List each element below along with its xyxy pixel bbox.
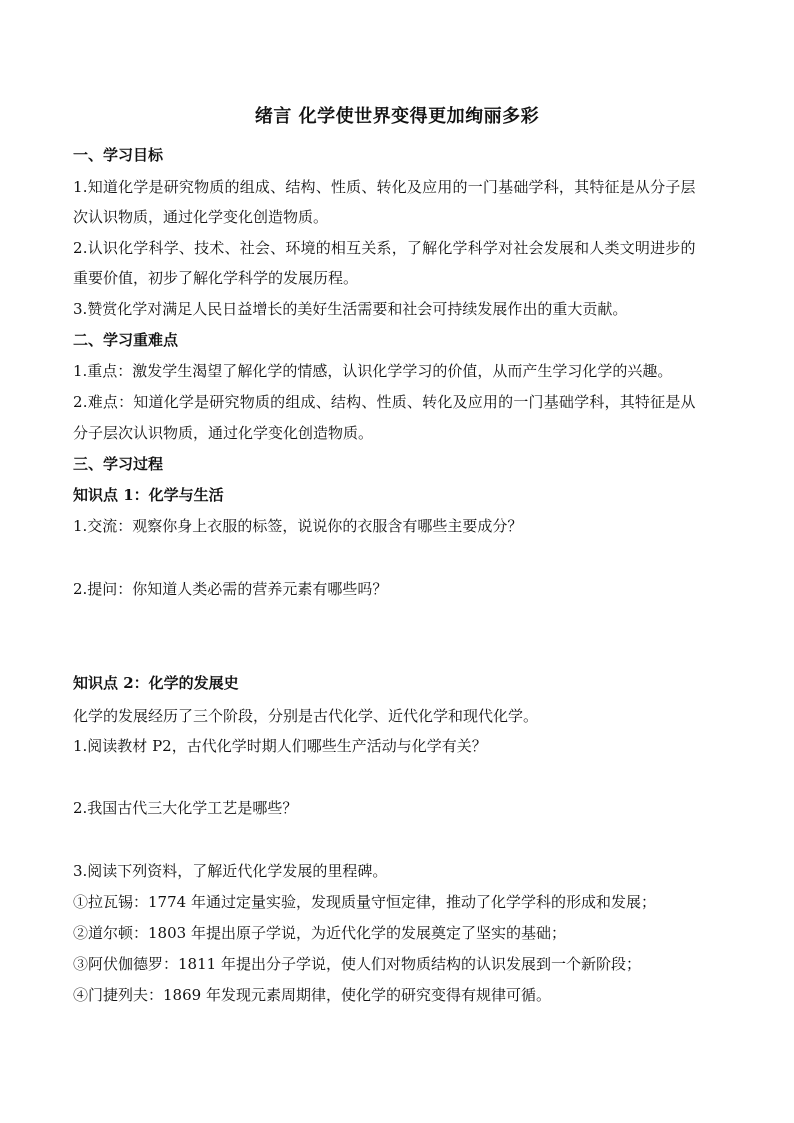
objective-2-line-2: 重要价值，初步了解化学科学的发展历程。 — [73, 269, 359, 287]
kp2-question-1: 1.阅读教材 P2，古代化学时期人们哪些生产活动与化学有关？ — [73, 737, 487, 755]
key-point: 1.重点：激发学生渴望了解化学的情感，认识化学学习的价值，从而产生学习化学的兴趣。 — [73, 362, 673, 380]
objective-1-line-2: 次认识物质，通过化学变化创造物质。 — [73, 208, 329, 226]
difficult-point-line-2: 分子层次认识物质，通过化学变化创造物质。 — [73, 424, 374, 442]
objective-2-line-1: 2.认识化学科学、技术、社会、环境的相互关系，了解化学科学对社会发展和人类文明进步的 — [73, 239, 696, 257]
kp1-question-1: 1.交流：观察你身上衣服的标签，说说你的衣服含有哪些主要成分？ — [73, 517, 523, 535]
objective-1-line-1: 1.知道化学是研究物质的组成、结构、性质、转化及应用的一门基础学科，其特征是从分子层 — [73, 178, 696, 196]
knowledge-point-2-heading: 知识点 2：化学的发展史 — [73, 674, 239, 692]
knowledge-point-1-heading: 知识点 1：化学与生活 — [73, 486, 224, 504]
section2-heading: 二、学习重难点 — [73, 331, 179, 349]
difficult-point-line-1: 2.难点：知道化学是研究物质的组成、结构、性质、转化及应用的一门基础学科，其特征是从 — [73, 393, 696, 411]
kp2-question-2: 2.我国古代三大化学工艺是哪些？ — [73, 799, 298, 817]
kp1-question-2: 2.提问：你知道人类必需的营养元素有哪些吗？ — [73, 580, 388, 598]
milestone-item: ①拉瓦锡：1774 年通过定量实验，发现质量守恒定律，推动了化学学科的形成和发展； — [73, 893, 656, 911]
milestone-item: ④门捷列夫：1869 年发现元素周期律，使化学的研究变得有规律可循。 — [73, 986, 551, 1004]
milestone-item: ②道尔顿：1803 年提出原子学说，为近代化学的发展奠定了坚实的基础； — [73, 924, 566, 942]
kp2-question-3: 3.阅读下列资料，了解近代化学发展的里程碑。 — [73, 862, 388, 880]
kp2-intro: 化学的发展经历了三个阶段，分别是古代化学、近代化学和现代化学。 — [73, 707, 539, 725]
objective-3: 3.赞赏化学对满足人民日益增长的美好生活需要和社会可持续发展作出的重大贡献。 — [73, 300, 628, 318]
section1-heading: 一、学习目标 — [73, 146, 164, 164]
section3-heading: 三、学习过程 — [73, 455, 164, 473]
milestone-item: ③阿伏伽德罗：1811 年提出分子学说，使人们对物质结构的认识发展到一个新阶段； — [73, 955, 641, 973]
page-title: 绪言 化学使世界变得更加绚丽多彩 — [254, 106, 540, 127]
